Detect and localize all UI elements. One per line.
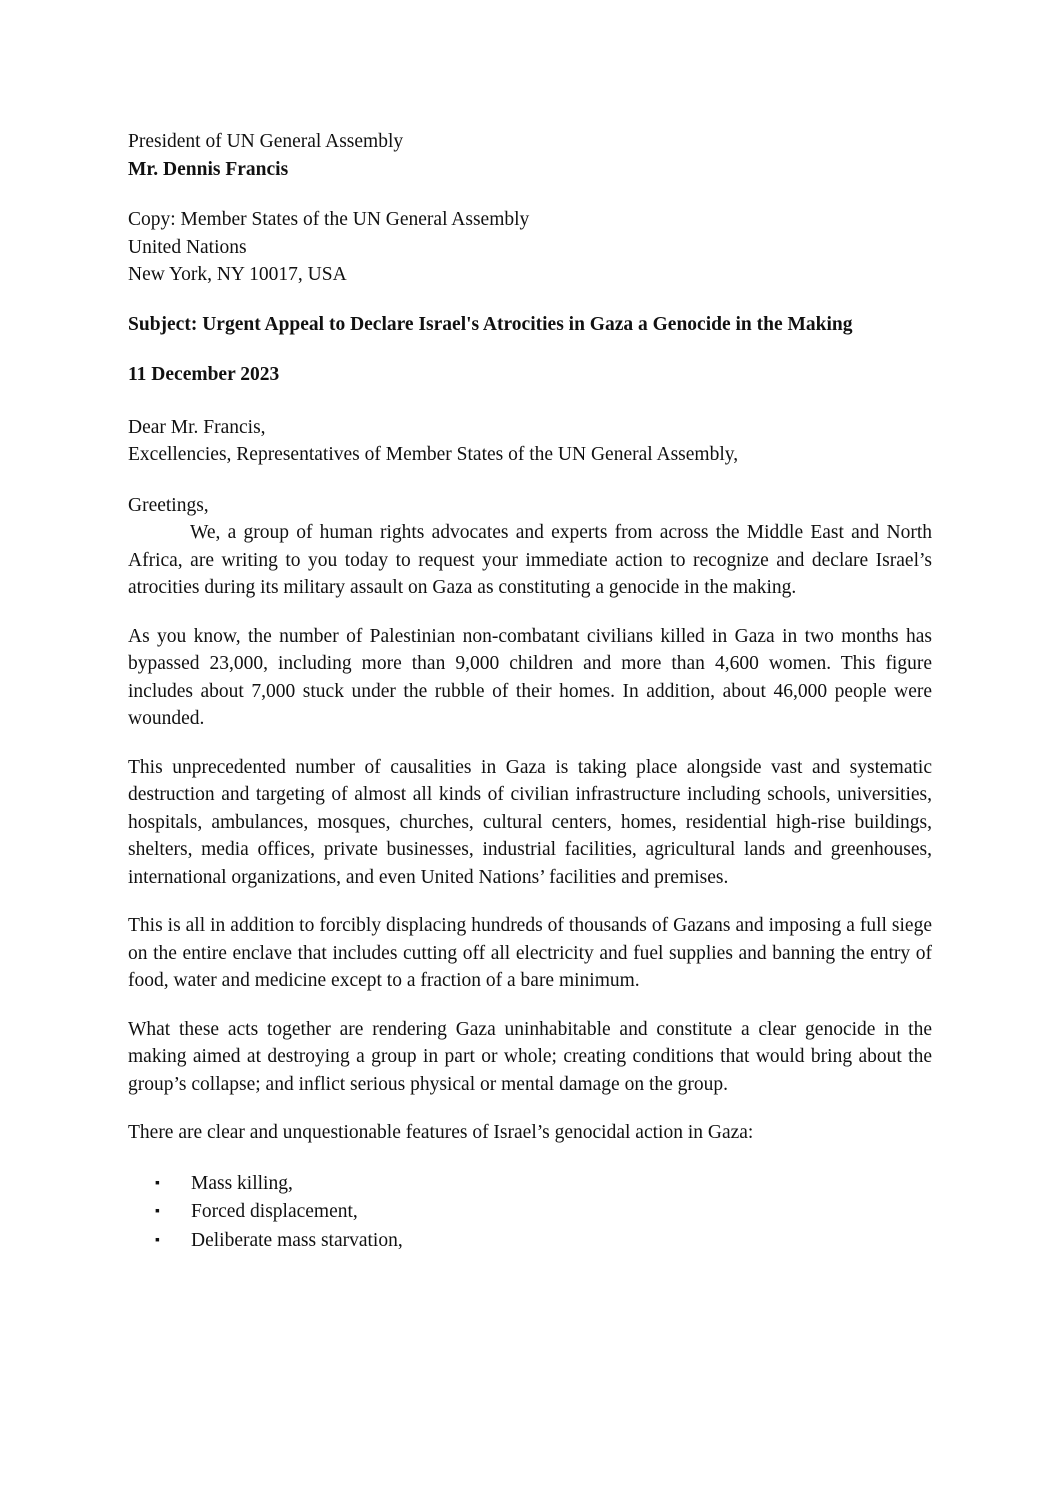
salutation-secondary: Excellencies, Representatives of Member States of the UN General Assembly, bbox=[128, 444, 739, 465]
copy-line: Copy: Member States of the UN General Assembly bbox=[128, 209, 530, 230]
organization-line: United Nations bbox=[128, 236, 247, 258]
body-paragraph-intro: We, a group of human rights advocates and experts from across the Middle East and North Africa, are writing to you today to request your immediate action to recognize and declare Israel’s atrocities during its military assault on Gaza as constituting a genocide in the making. bbox=[128, 522, 932, 598]
recipient-name: Mr. Dennis Francis bbox=[128, 158, 289, 180]
body-paragraph-destruction: This unprecedented number of causalities in Gaza is taking place alongside vast and systematic destruction and targeting of almost all kinds of civilian infrastructure including schools, universities, hospitals, ambulances, mosques, churches, cultural centers, homes, residential high-rise buildings, shelters, media offices, private businesses, industrial facilities, agricultural lands and greenhouses, international organizations, and even United Nations’ facilities and premises. bbox=[128, 756, 932, 888]
list-item-text: Deliberate mass starvation, bbox=[191, 1229, 403, 1251]
list-item bbox=[128, 1198, 932, 1227]
bullet-icon: ▪ bbox=[155, 1204, 160, 1219]
copy-block bbox=[128, 206, 932, 289]
subject-block bbox=[128, 311, 932, 339]
salutation-primary: Dear Mr. Francis, bbox=[128, 416, 266, 438]
salutation-block bbox=[128, 414, 932, 469]
recipient-title: President of UN General Assembly bbox=[128, 131, 404, 152]
list-item bbox=[128, 1170, 932, 1199]
letter-date: 11 December 2023 bbox=[128, 364, 280, 385]
features-list bbox=[128, 1170, 932, 1256]
bullet-icon: ▪ bbox=[155, 1232, 160, 1248]
letter-body bbox=[128, 128, 932, 1255]
body-paragraph-genocide: What these acts together are rendering Gaza uninhabitable and constitute a clear genocide in the making aimed at destroying a group in part or whole; creating conditions that would bring about the group’s collapse; and inflict serious physical or mental damage on the group. bbox=[128, 1018, 932, 1095]
date-block bbox=[128, 361, 932, 389]
greeting-line: Greetings, bbox=[128, 494, 209, 516]
greeting-block bbox=[128, 492, 932, 520]
body-paragraph-siege: This is all in addition to forcibly displacing hundreds of thousands of Gazans and imposing a full siege on the entire enclave that includes cutting off all electricity and fuel supplies and banning the entry of food, water and medicine except to a fraction of a bare minimum. bbox=[128, 915, 932, 991]
list-item bbox=[128, 1227, 932, 1256]
subject-line: Subject: Urgent Appeal to Declare Israel's Atrocities in Gaza a Genocide in the Making bbox=[128, 313, 853, 335]
bullet-icon: ▪ bbox=[155, 1175, 160, 1191]
body-paragraph-casualties: As you know, the number of Palestinian non-combatant civilians killed in Gaza in two months has bypassed 23,000, including more than 9,000 children and more than 4,600 women. This figure includes about 7,000 stuck under the rubble of their homes. In addition, about 46,000 people were wounded. bbox=[128, 625, 932, 729]
body-paragraph-features-intro: There are clear and unquestionable features of Israel’s genocidal action in Gaza: bbox=[128, 1122, 754, 1143]
list-item-text: Mass killing, bbox=[191, 1172, 293, 1194]
address-line: New York, NY 10017, USA bbox=[128, 264, 347, 285]
recipient-block bbox=[128, 128, 932, 183]
list-item-text: Forced displacement, bbox=[191, 1201, 358, 1222]
